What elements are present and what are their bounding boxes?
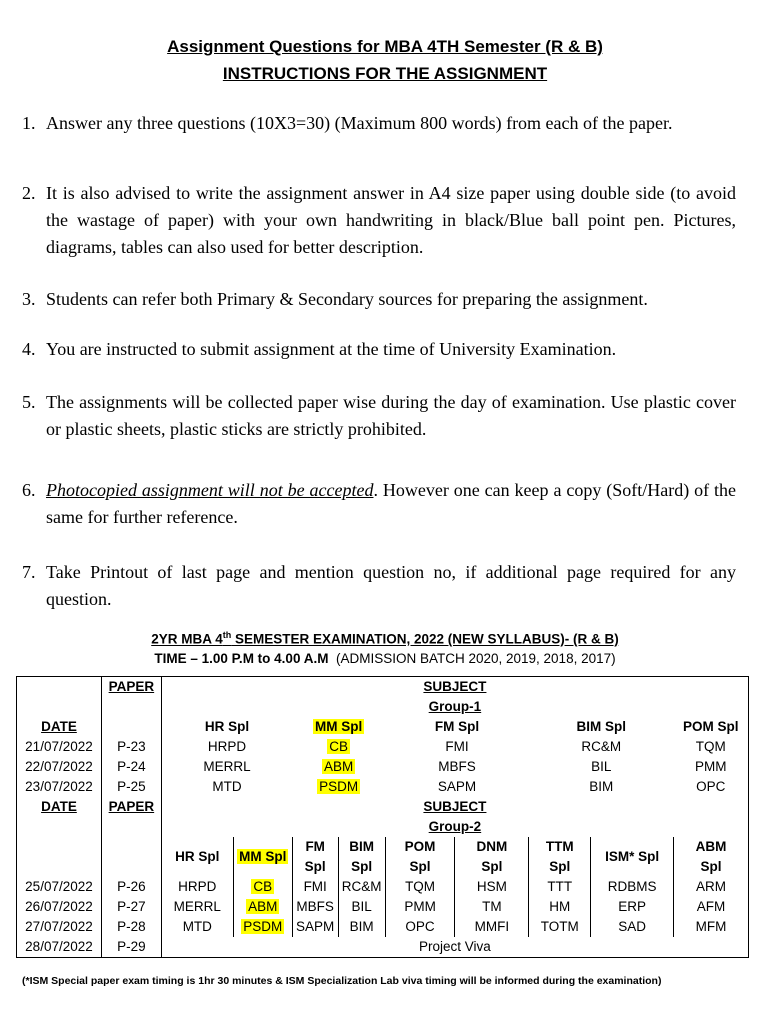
- paper-cell: P-23: [101, 737, 161, 757]
- instruction-item-7: [22, 559, 736, 613]
- subject-cell: ERP: [591, 897, 674, 917]
- instruction-emphasis: Photocopied assignment will not be accepted: [46, 480, 374, 500]
- spec-header-hr: HR Spl: [204, 719, 250, 734]
- subject-cell: MBFS: [292, 897, 338, 917]
- date-header: DATE: [17, 677, 102, 738]
- instruction-text: Take Printout of last page and mention question no, if additional page required for any question.: [46, 562, 736, 609]
- subject-cell: OPC: [674, 777, 749, 797]
- spec-header-fm: FM Spl: [292, 837, 338, 877]
- instruction-item-5: [22, 389, 736, 443]
- exam-time: TIME – 1.00 P.M to 4.00 A.M: [154, 651, 329, 666]
- table-row: [17, 777, 749, 797]
- date-cell: 23/07/2022: [17, 777, 102, 797]
- subject-cell: TTT: [529, 877, 591, 897]
- subject-cell: TM: [455, 897, 529, 917]
- date-cell: 26/07/2022: [17, 897, 102, 917]
- paper-cell: P-29: [101, 937, 161, 958]
- project-viva-cell: Project Viva: [161, 937, 748, 958]
- subject-cell-highlight: PSDM: [319, 779, 359, 794]
- empty-cell: [17, 837, 102, 877]
- instructions-heading: INSTRUCTIONS FOR THE ASSIGNMENT: [222, 64, 548, 83]
- subject-cell: FMI: [445, 739, 469, 754]
- subject-label: SUBJECT: [423, 799, 487, 814]
- subject-cell-highlight: CB: [329, 739, 349, 754]
- instruction-item-1: [22, 110, 736, 137]
- subject-group2-header: [161, 797, 748, 837]
- spec-header-fm: FM Spl: [434, 719, 480, 734]
- date-cell: 25/07/2022: [17, 877, 102, 897]
- subject-cell: ARM: [674, 877, 749, 897]
- subject-cell: HRPD: [207, 739, 247, 754]
- table-row: [17, 877, 749, 897]
- instruction-text: Answer any three questions (10X3=30) (Maximum 800 words) from each of the paper.: [46, 113, 673, 133]
- spec-header-mm: MM Spl: [233, 837, 292, 877]
- empty-cell: [101, 837, 161, 877]
- subject-cell-highlight: CB: [233, 877, 292, 897]
- instruction-number: 2.: [22, 183, 36, 203]
- spec-header-bim: BIM Spl: [576, 719, 626, 734]
- group2-header-row: [17, 797, 749, 837]
- instruction-item-2: [22, 180, 736, 261]
- table-row: [17, 937, 749, 958]
- date-cell: 22/07/2022: [17, 757, 102, 777]
- exam-heading: [0, 630, 770, 647]
- subject-cell: BIM: [589, 779, 614, 794]
- spec-header-pom: POM Spl: [385, 837, 455, 877]
- table-row: [17, 917, 749, 937]
- spec-header-abm: ABM Spl: [674, 837, 749, 877]
- paper-cell: P-24: [101, 757, 161, 777]
- exam-heading-text: 2YR MBA 4: [151, 631, 223, 647]
- group1-label: Group-1: [428, 699, 482, 714]
- instruction-text: . However one can keep a copy (Soft/Hard) of the same for further reference.: [46, 480, 737, 527]
- subject-cell: MMFI: [455, 917, 529, 937]
- instruction-number: 4.: [22, 339, 36, 359]
- subject-cell: MBFS: [438, 759, 476, 774]
- instruction-number: 3.: [22, 289, 36, 309]
- date-cell: 21/07/2022: [17, 737, 102, 757]
- group1-header-row: [17, 677, 749, 718]
- subject-cell: MERRL: [203, 759, 251, 774]
- subject-cell: MFM: [674, 917, 749, 937]
- subject-cell: MTD: [212, 779, 242, 794]
- document-title: Assignment Questions for MBA 4TH Semester (R & B): [167, 37, 603, 56]
- instruction-text: It is also advised to write the assignment answer in A4 size paper using double side (to avoid the wastage of paper) with your own handwriting in black/Blue ball point pen. Pictures, diagrams, tables can also used for better description.: [46, 183, 736, 257]
- instruction-number: 6.: [22, 480, 36, 500]
- spec-header-pom: POM Spl: [674, 717, 749, 737]
- instruction-item-6: [22, 477, 736, 531]
- subject-cell: BIL: [338, 897, 385, 917]
- instruction-item-3: [22, 286, 736, 313]
- instruction-text: The assignments will be collected paper wise during the day of examination. Use plastic cover or plastic sheets, plastic sticks are strictly prohibited.: [46, 392, 736, 439]
- table-row: [17, 737, 749, 757]
- date-header: DATE: [17, 797, 102, 837]
- subject-cell: RC&M: [338, 877, 385, 897]
- subject-cell-highlight: PSDM: [233, 917, 292, 937]
- subject-cell: BIM: [338, 917, 385, 937]
- subject-cell: SAPM: [437, 779, 477, 794]
- admission-batch: (ADMISSION BATCH 2020, 2019, 2018, 2017): [335, 651, 616, 666]
- subject-group1-header: [161, 677, 748, 718]
- instruction-text-wrap: [46, 477, 736, 531]
- table-row: [17, 757, 749, 777]
- instruction-text: Students can refer both Primary & Secondary sources for preparing the assignment.: [46, 289, 648, 309]
- subject-cell: RC&M: [581, 739, 622, 754]
- instruction-text: You are instructed to submit assignment at the time of University Examination.: [46, 339, 617, 359]
- group2-spec-row: [17, 837, 749, 877]
- paper-header: PAPER: [101, 797, 161, 837]
- subject-cell: SAD: [591, 917, 674, 937]
- subject-cell: TQM: [674, 737, 749, 757]
- group2-label: Group-2: [428, 819, 482, 834]
- exam-time-line: [0, 651, 770, 666]
- subject-cell: FMI: [292, 877, 338, 897]
- subject-cell: TQM: [385, 877, 455, 897]
- subject-cell: OPC: [385, 917, 455, 937]
- subject-cell: HRPD: [161, 877, 233, 897]
- subject-cell-highlight: ABM: [324, 759, 354, 774]
- spec-header-bim: BIM Spl: [338, 837, 385, 877]
- subject-cell-highlight: ABM: [233, 897, 292, 917]
- paper-cell: P-25: [101, 777, 161, 797]
- exam-schedule-table: [16, 676, 749, 958]
- spec-header-mm: MM Spl: [315, 719, 363, 734]
- instruction-number: 5.: [22, 392, 36, 412]
- spec-header-ism: ISM* Spl: [591, 837, 674, 877]
- subject-cell: RDBMS: [591, 877, 674, 897]
- exam-heading-text-rest: SEMESTER EXAMINATION, 2022 (NEW SYLLABUS)- (R & B): [231, 631, 619, 647]
- table-row: [17, 897, 749, 917]
- date-cell: 27/07/2022: [17, 917, 102, 937]
- subject-cell: PMM: [385, 897, 455, 917]
- subject-label: SUBJECT: [423, 679, 487, 694]
- subject-cell: HM: [529, 897, 591, 917]
- exam-heading-sup: th: [222, 630, 232, 640]
- instruction-number: 7.: [22, 562, 36, 582]
- paper-cell: P-28: [101, 917, 161, 937]
- subject-cell: MTD: [161, 917, 233, 937]
- subject-cell: AFM: [674, 897, 749, 917]
- instruction-item-4: [22, 336, 736, 363]
- subject-cell: TOTM: [529, 917, 591, 937]
- instruction-number: 1.: [22, 113, 36, 133]
- paper-cell: P-27: [101, 897, 161, 917]
- spec-header-hr: HR Spl: [161, 837, 233, 877]
- subject-cell: PMM: [674, 757, 749, 777]
- subject-cell: SAPM: [292, 917, 338, 937]
- paper-header: PAPER: [101, 677, 161, 738]
- subject-cell: BIL: [591, 759, 612, 774]
- spec-header-dnm: DNM Spl: [455, 837, 529, 877]
- spec-header-ttm: TTM Spl: [529, 837, 591, 877]
- subject-cell: HSM: [455, 877, 529, 897]
- subject-cell: MERRL: [161, 897, 233, 917]
- footnote: (*ISM Special paper exam timing is 1hr 30 minutes & ISM Specialization Lab viva timing will be informed during the examination): [22, 975, 662, 987]
- paper-cell: P-26: [101, 877, 161, 897]
- date-cell: 28/07/2022: [17, 937, 102, 958]
